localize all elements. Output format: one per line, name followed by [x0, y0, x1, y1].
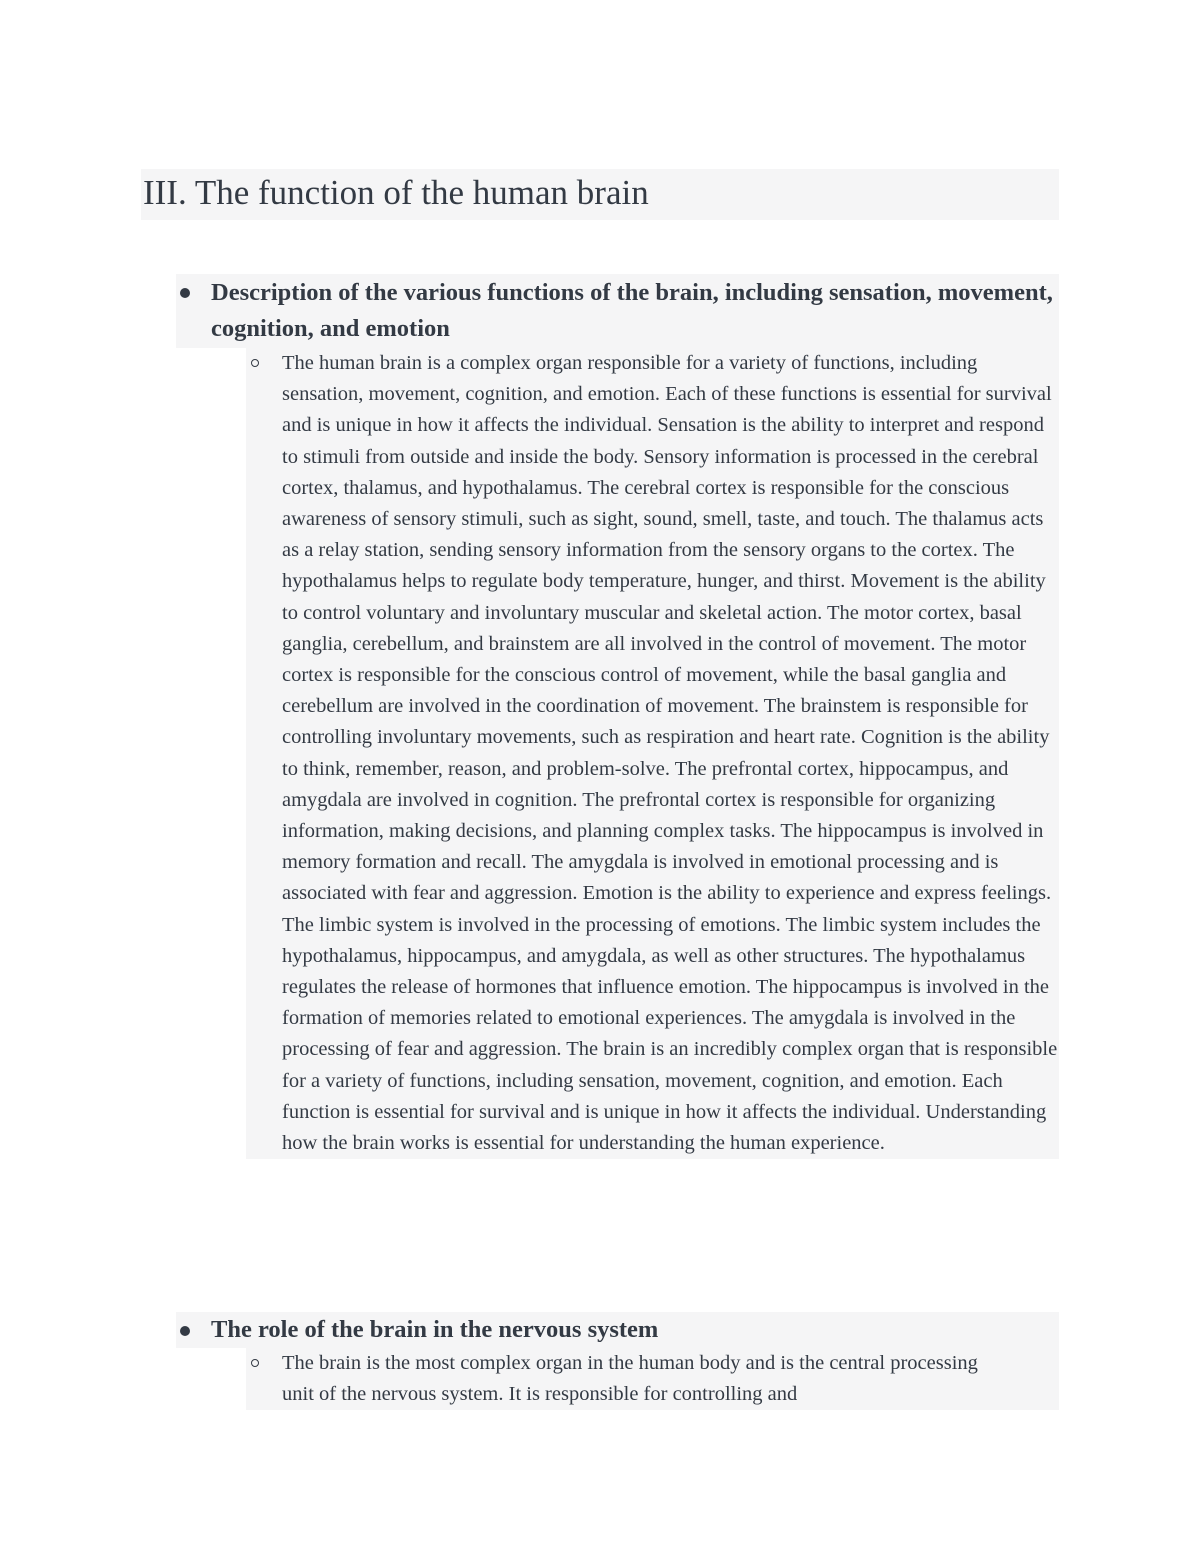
- sub-bullet-icon: [251, 359, 259, 367]
- section-functions: [176, 274, 1059, 1159]
- bullet-icon: [180, 288, 190, 298]
- bullet-icon: [180, 1326, 190, 1336]
- sub-bullet-icon: [251, 1359, 259, 1367]
- bullet-text: The role of the brain in the nervous system: [211, 1316, 659, 1343]
- section-heading: III. The function of the human brain: [143, 173, 649, 212]
- paragraph-nervous-system: The brain is the most complex organ in the human body and is the central processing unit of the nervous system. It is responsible for controlling and: [282, 1352, 978, 1406]
- section-heading-box: [141, 169, 1059, 220]
- bullet-text: Description of the various functions of the brain, including sensation, movement, cognition, and emotion: [211, 279, 1053, 342]
- sub-item-functions: [246, 348, 1059, 1159]
- bullet-item-nervous-system: [176, 1312, 1059, 1348]
- bullet-item-functions: [176, 274, 1059, 348]
- section-nervous-system: [176, 1312, 1059, 1410]
- paragraph-functions: The human brain is a complex organ responsible for a variety of functions, including sensation, movement, cognition, and emotion. Each of these functions is essential for survival and is unique in how it affects the individual. Sensation is the ability to interpret and respond to stimuli from outside and inside the body. Sensory information is processed in the cerebral cortex, thalamus, and hypothalamus. The cerebral cortex is responsible for the conscious awareness of sensory stimuli, such as sight, sound, smell, taste, and touch. The thalamus acts as a relay station, sending sensory information from the sensory organs to the cortex. The hypothalamus helps to regulate body temperature, hunger, and thirst. Movement is the ability to control voluntary and involuntary muscular and skeletal action. The motor cortex, basal ganglia, cerebellum, and brainstem are all involved in the control of movement. The motor cortex is responsible for the conscious control of movement, while the basal ganglia and cerebellum are involved in the coordination of movement. The brainstem is responsible for controlling involuntary movements, such as respiration and heart rate. Cognition is the ability to think, remember, reason, and problem-solve. The prefrontal cortex, hippocampus, and amygdala are involved in cognition. The prefrontal cortex is responsible for organizing information, making decisions, and planning complex tasks. The hippocampus is involved in memory formation and recall. The amygdala is involved in emotional processing and is associated with fear and aggression. Emotion is the ability to experience and express feelings. The limbic system is involved in the processing of emotions. The limbic system includes the hypothalamus, hippocampus, and amygdala, as well as other structures. The hypothalamus regulates the release of hormones that influence emotion. The hippocampus is involved in the formation of memories related to emotional experiences. The amygdala is involved in the processing of fear and aggression. The brain is an incredibly complex organ that is responsible for a variety of functions, including sensation, movement, cognition, and emotion. Each function is essential for survival and is unique in how it affects the individual. Understanding how the brain works is essential for understanding the human experience.: [282, 352, 1058, 1155]
- sub-item-nervous-system: [246, 1348, 1059, 1410]
